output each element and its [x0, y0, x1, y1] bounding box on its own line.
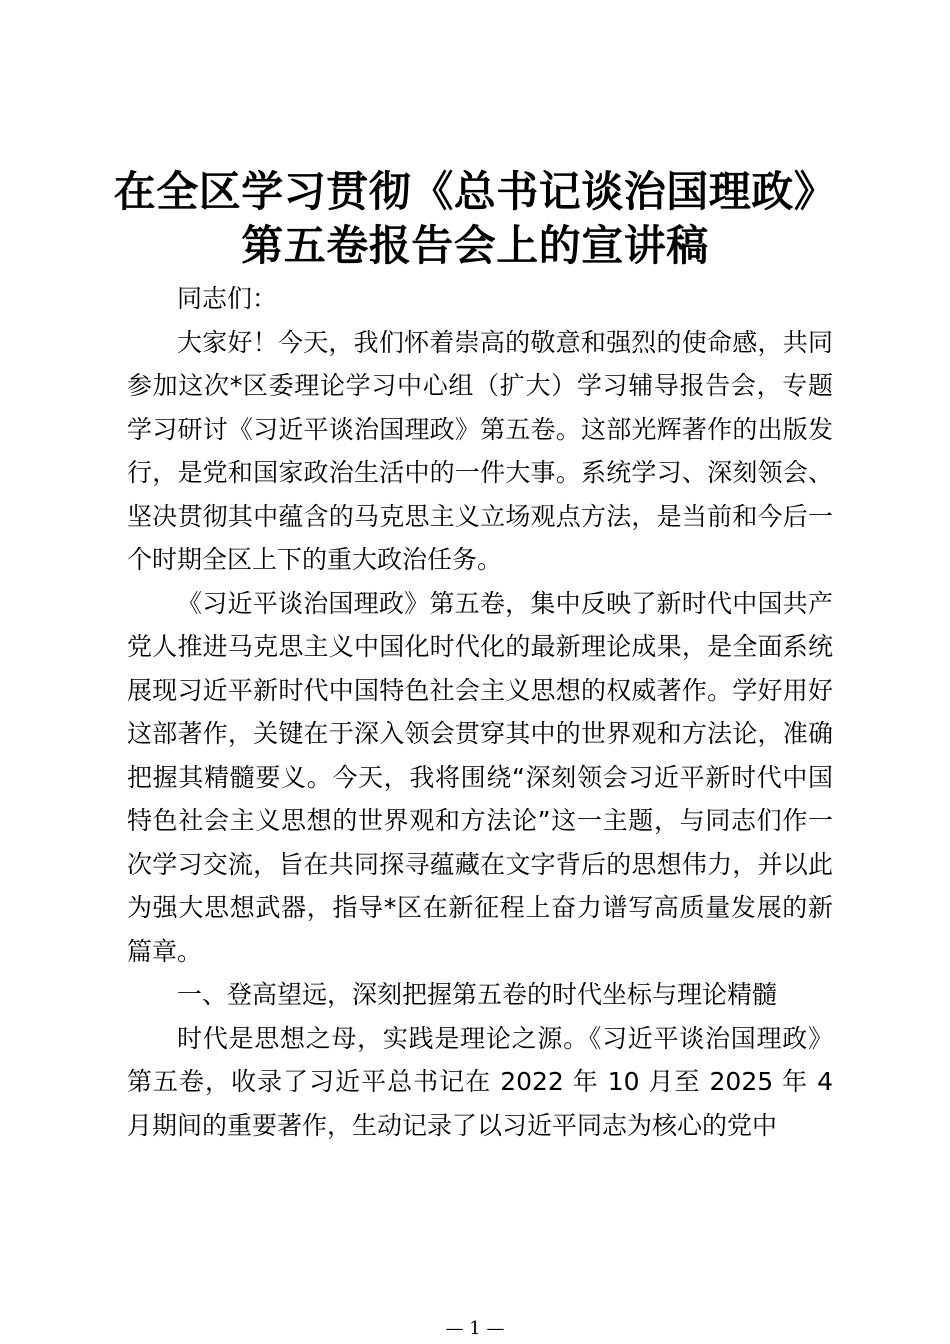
- paragraph-section-1: 时代是思想之母，实践是理论之源。《习近平谈治国理政》第五卷，收录了习近平总书记在 2022 年 10 月至 2025 年 4 月期间的重要著作，生动记录了以习近平同志为核心的党中: [127, 1023, 833, 1140]
- title-line-1: 在全区学习贯彻《总书记谈治国理政》: [113, 167, 837, 216]
- salutation: 同志们：: [177, 284, 278, 313]
- document-title: [60, 165, 890, 273]
- page-number: — 1 —: [445, 1318, 505, 1339]
- paragraph-intro: 大家好！今天，我们怀着崇高的敬意和强烈的使命感，共同参加这次*区委理论学习中心组（扩大）学习辅导报告会，专题学习研讨《习近平谈治国理政》第五卷。这部光辉著作的出版发行，是党和国家政治生活中的一件大事。系统学习、深刻领会、坚决贯彻其中蕴含的马克思主义立场观点方法，是当前和今后一个时期全区上下的重大政治任务。: [127, 327, 833, 574]
- document-body: [127, 277, 833, 1147]
- title-line-2: 第五卷报告会上的宣讲稿: [241, 221, 709, 270]
- section-heading-1: 一、登高望远，深刻把握第五卷的时代坐标与理论精髓: [177, 980, 778, 1009]
- paragraph-book-overview: 《习近平谈治国理政》第五卷，集中反映了新时代中国共产党人推进马克思主义中国化时代化的最新理论成果，是全面系统展现习近平新时代中国特色社会主义思想的权威著作。学好用好这部著作，关键在于深入领会贯穿其中的世界观和方法论，准确把握其精髓要义。今天，我将围绕“深刻领会习近平新时代中国特色社会主义思想的世界观和方法论”这一主题，与同志们作一次学习交流，旨在共同探寻蕴藏在文字背后的思想伟力，并以此为强大思想武器，指导*区在新征程上奋力谱写高质量发展的新篇章。: [127, 588, 833, 966]
